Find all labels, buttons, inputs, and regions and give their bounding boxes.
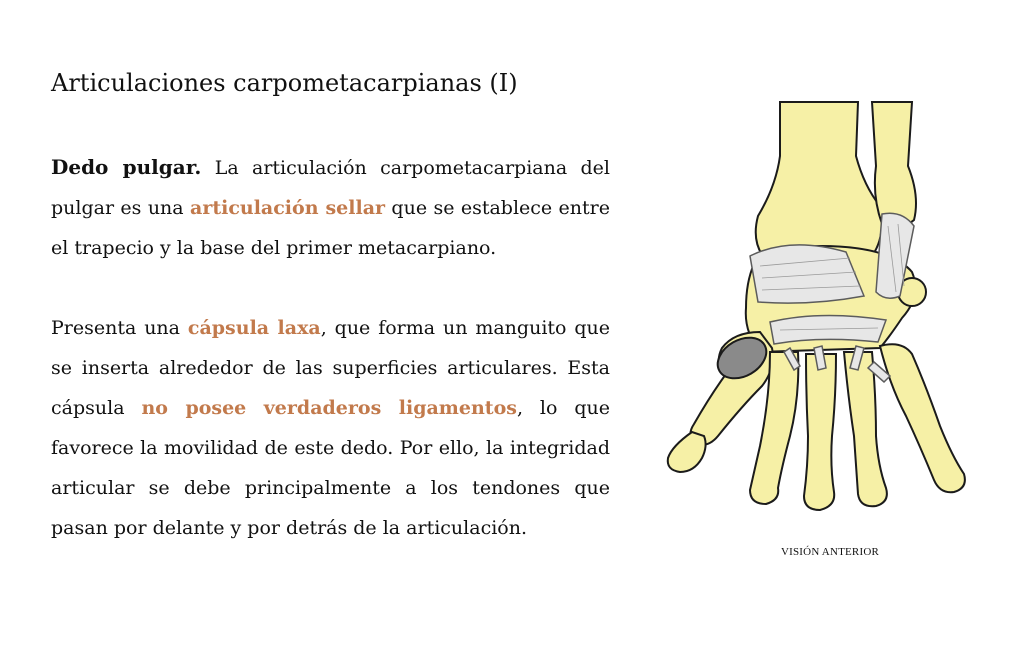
little-metacarpal — [880, 344, 965, 492]
hand-anatomy-illustration — [650, 96, 980, 528]
page-title: Articulaciones carpometacarpianas (I) — [51, 69, 518, 97]
paragraph-thumb-joint — [51, 147, 610, 268]
highlight-lax-capsule: cápsula laxa — [187, 317, 321, 339]
highlight-no-ligaments: no posee verdaderos ligamentos — [141, 397, 517, 419]
middle-metacarpal — [804, 354, 836, 510]
ulna-bone — [872, 102, 916, 227]
paragraph-text: que se establece entre el trapecio y la base del primer metacarpiano. — [51, 197, 610, 259]
paragraph-capsule — [51, 308, 610, 548]
figure-caption: VISIÓN ANTERIOR — [780, 546, 880, 558]
thumb-phalanx — [668, 432, 706, 472]
paragraph-text: La articulación carpometacarpiana del pulgar es una — [51, 157, 610, 219]
paragraph-lead: Dedo pulgar. — [51, 155, 202, 179]
paragraph-text: , que forma un manguito que se inserta alrededor de las superficies articulares. Esta cápsula — [51, 317, 610, 419]
paragraph-text: Presenta una — [51, 317, 188, 339]
radius-bone — [756, 102, 882, 264]
highlight-saddle-joint: articulación sellar — [190, 197, 386, 219]
paragraph-text: , lo que favorece la movilidad de este dedo. Por ello, la integridad articular se debe principalmente a los tendones que pasan por delante y por detrás de la articulación. — [51, 397, 611, 539]
radiocarpal-ligament — [750, 245, 864, 303]
